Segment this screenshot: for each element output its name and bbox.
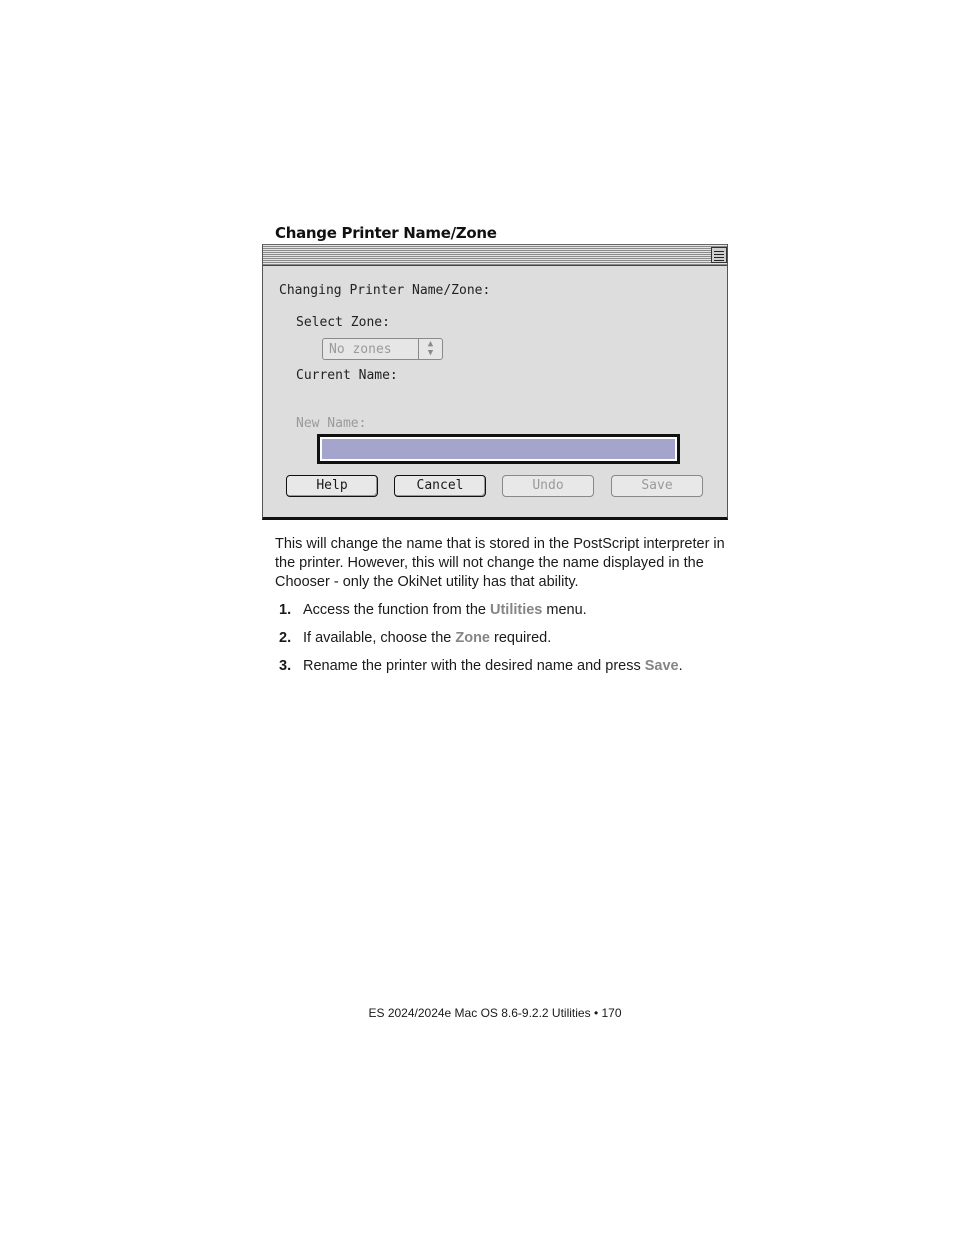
- new-name-selection: [322, 439, 675, 459]
- popup-arrows-icon: ▲ ▼: [418, 339, 442, 359]
- help-button[interactable]: Help: [286, 475, 378, 497]
- zone-popup-menu[interactable]: [322, 338, 443, 360]
- cancel-button[interactable]: Cancel: [394, 475, 486, 497]
- zone-popup-value: No zones: [329, 342, 392, 357]
- save-button[interactable]: Save: [611, 475, 703, 497]
- new-name-input[interactable]: [317, 434, 680, 464]
- description-paragraph: This will change the name that is stored in the PostScript interpreter in the printer. However, this will not change the name displayed in the Chooser - only the OkiNet utility has that ability.: [275, 536, 725, 590]
- list-item: 1. Access the function from the Utilities menu.: [279, 602, 587, 618]
- select-zone-label: Select Zone:: [296, 315, 390, 330]
- section-label: Changing Printer Name/Zone:: [279, 283, 491, 298]
- dialog-titlebar[interactable]: [263, 244, 727, 266]
- current-name-label: Current Name:: [296, 368, 398, 383]
- undo-button[interactable]: Undo: [502, 475, 594, 497]
- section-heading: Change Printer Name/Zone: [275, 224, 497, 242]
- list-item: 3. Rename the printer with the desired name and press Save.: [279, 658, 683, 674]
- change-name-dialog: [262, 244, 728, 520]
- keyword-utilities: Utilities: [489, 602, 543, 618]
- list-item: 2. If available, choose the Zone required.: [279, 630, 552, 646]
- page-footer: ES 2024/2024e Mac OS 8.6-9.2.2 Utilities • 170: [368, 1006, 622, 1020]
- keyword-zone: Zone: [455, 630, 490, 646]
- new-name-label: New Name:: [296, 416, 367, 431]
- collapse-box-icon[interactable]: [711, 247, 727, 263]
- keyword-save: Save: [644, 658, 679, 674]
